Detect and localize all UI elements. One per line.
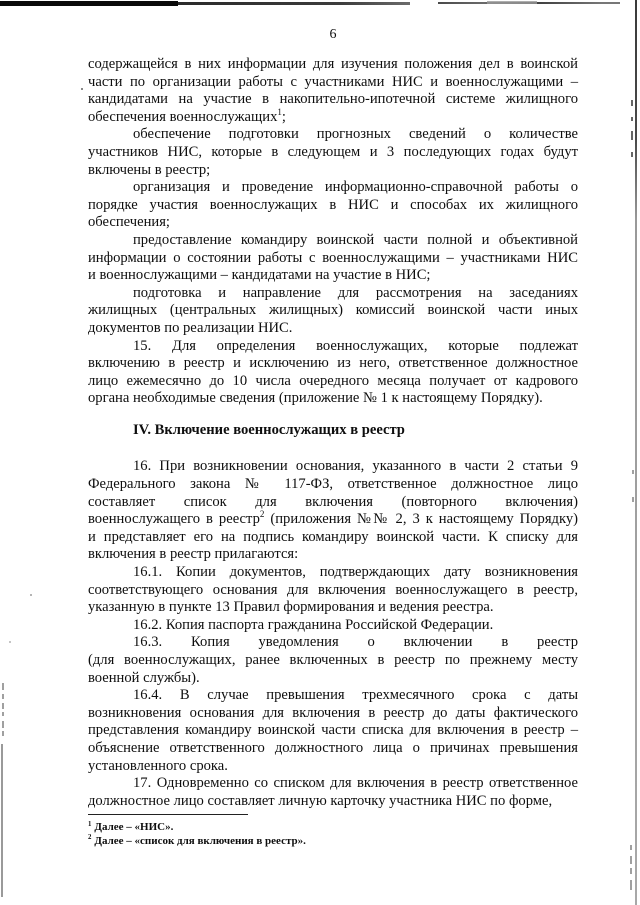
text-line: составляет список для включения (повторного включения): [88, 493, 578, 510]
right-edge-scan-artifact: [635, 0, 637, 905]
scan-speck: [631, 152, 633, 157]
page-number: 6: [329, 27, 337, 42]
left-edge-scan-artifact: [1, 744, 3, 897]
scan-speck: [2, 721, 4, 728]
text-line: участников НИС, которые в следующем и 3 последующих годах будут: [88, 143, 578, 160]
text-line: должностное лицо составляет личную карточку участника НИС по форме,: [88, 792, 553, 809]
text-line: организация и проведение информационно-справочной работы о: [133, 179, 578, 196]
text-line: 17. Одновременно со списком для включения в реестр ответственное: [133, 775, 578, 792]
text-line: информации о состоянии работы с военнослужащими – участниками НИС: [88, 249, 578, 266]
text-line: объяснение ответственного должностного лица о причинах превышения: [88, 739, 578, 756]
scan-speck: [2, 694, 4, 699]
footnote-ref: 2: [259, 509, 265, 520]
footnote-list: [88, 821, 578, 848]
text-line: и военнослужащими – кандидатами на участие в НИС;: [88, 267, 431, 284]
text-line: обеспечения;: [88, 214, 170, 231]
scan-speck: [632, 497, 634, 502]
scan-speck: [630, 845, 632, 850]
text-line: 16.4. В случае превышения трехмесячного срока с даты: [133, 687, 578, 704]
text-line: предоставление командиру воинской части полной и объективной: [133, 231, 578, 248]
text-line: Федерального закона № 117-ФЗ, ответственное должностное лицо: [88, 476, 578, 493]
footnote-separator: [88, 814, 248, 815]
text-line: порядке участия военнослужащих в НИС и способах их жилищного: [88, 196, 578, 213]
scan-speck: [630, 868, 632, 874]
text-line: 16.2. Копия паспорта гражданина Российской Федерации.: [133, 616, 494, 633]
text-line: 16.1. Копии документов, подтверждающих дату возникновения: [133, 564, 578, 581]
text-line: и представляет его на подпись командиру воинской части. К списку для: [88, 528, 578, 545]
text-line: возникновения основания для включения в реестр до даты фактического: [88, 704, 578, 721]
footnote-marker: 1: [88, 820, 92, 828]
paragraph: [88, 179, 578, 232]
footnote: $^1$ Далее – «НИС».: [88, 820, 174, 834]
top-edge-scan-artifact: [487, 1, 537, 4]
text-line: включения в реестр прилагаются:: [88, 546, 299, 563]
paragraph: [88, 232, 578, 285]
footnote-area: [88, 814, 578, 848]
paragraph: [88, 775, 578, 810]
text-line: 16.3. Копия уведомления о включении в реестр: [133, 634, 578, 651]
text-line: лицо ежемесячно до 10 числа очередного месяца получает от кадрового: [88, 372, 578, 389]
text-line: 15. Для определения военнослужащих, которые подлежат: [133, 337, 578, 354]
paragraph: [88, 126, 578, 179]
text-line: военной службы).: [88, 669, 200, 686]
text-line: документов по реализации НИС.: [88, 319, 293, 336]
scan-speck: [2, 731, 4, 736]
paragraph: [88, 617, 578, 635]
text-line: представления командиру воинской части списка для включения в реестр –: [88, 722, 578, 739]
scan-speck: [631, 131, 633, 140]
text-line: жилищных (центральных жилищных) комиссий воинской части иных: [88, 302, 578, 319]
paragraph: [88, 687, 578, 775]
text-line: 16. При возникновении основания, указанного в части 2 статьи 9: [133, 458, 578, 475]
footnote-marker: 2: [88, 834, 92, 842]
paragraph: [88, 56, 578, 126]
text-line: установленного срока.: [88, 757, 228, 774]
text-line: органа необходимые сведения (приложение № 1 к настоящему Порядку).: [88, 390, 543, 407]
footnote: $^2$ Далее – «список для включения в реестр».: [88, 834, 306, 847]
paragraph: [88, 338, 578, 408]
scan-speck: [30, 594, 32, 596]
scan-speck: [631, 117, 633, 121]
scan-speck: [630, 856, 632, 864]
paragraph: [88, 285, 578, 338]
text-line: подготовка и направление для рассмотрения на заседаниях: [133, 284, 578, 301]
scan-speck: [81, 88, 83, 90]
scan-speck: [2, 712, 4, 716]
scan-speck: [2, 683, 4, 690]
text-line: части по организации работы с участниками НИС и военнослужащими –: [88, 73, 578, 90]
paragraph: [88, 634, 578, 687]
text-line: соответствующего основания для включения военнослужащего в реестр,: [88, 581, 578, 598]
text-line: (для военнослужащих, ранее включенных в реестр по прежнему месту: [88, 652, 578, 668]
text-line: содержащейся в них информации для изучения положения дел в воинской: [88, 56, 578, 72]
top-edge-scan-artifact: [178, 2, 410, 5]
scan-speck: [631, 100, 633, 106]
text-line: обеспечения военнослужащих$^1$;: [88, 106, 286, 125]
text-line: обеспечение подготовки прогнозных сведений о количестве: [133, 126, 578, 143]
text-line: военнослужащего в реестр$^2$ (приложения №№ 2, 3 к настоящему Порядку): [88, 509, 578, 528]
footnote-ref: 1: [277, 106, 282, 117]
text-line: включены в реестр;: [88, 161, 211, 178]
scan-speck: [632, 470, 634, 474]
text-line: указанную в пункте 13 Правил формирования и ведения реестра.: [88, 599, 494, 616]
scan-speck: [9, 641, 11, 643]
text-line: включению в реестр и исключению из него, ответственное должностное: [88, 355, 578, 372]
top-edge-scan-artifact: [0, 1, 178, 6]
paragraph: [88, 564, 578, 617]
paragraph: [88, 458, 578, 564]
scan-speck: [630, 880, 632, 890]
text-line: кандидатами на участие в накопительно-ипотечной системе жилищного: [88, 91, 578, 108]
document-body: [88, 56, 578, 849]
scan-speck: [2, 703, 4, 709]
section-heading: IV. Включение военнослужащих в реестр: [133, 421, 405, 438]
